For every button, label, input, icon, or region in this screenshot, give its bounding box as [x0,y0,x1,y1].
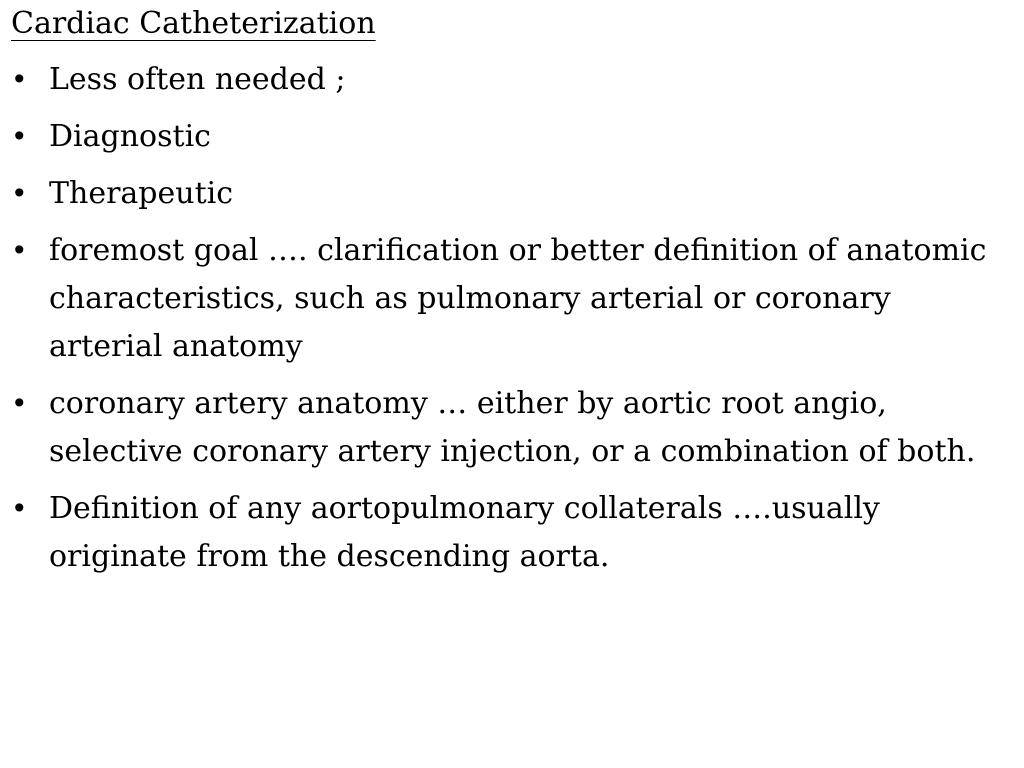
bullet-item [11,227,1001,371]
bullet-item [11,113,1001,161]
bullet-text: coronary artery anatomy … either by aortic root angio, selective coronary artery injection, or a combination of both. [49,386,976,469]
bullet-icon: • [11,120,28,153]
bullet-icon: • [11,177,28,210]
bullet-text: Therapeutic [49,176,234,211]
bullet-list [11,56,1001,590]
bullet-item [11,56,1001,104]
bullet-icon: • [11,234,28,267]
bullet-text: Less often needed ; [49,62,346,97]
bullet-icon: • [11,63,28,96]
bullet-text: foremost goal …. clarification or better definition of anatomic characteristics, such as pulmonary arterial or coronary arterial anatomy [49,233,987,364]
bullet-text: Diagnostic [49,119,211,154]
bullet-text: Definition of any aortopulmonary collaterals ….usually originate from the descending aorta. [49,491,880,574]
bullet-icon: • [11,387,28,420]
bullet-item [11,485,1001,581]
bullet-item [11,380,1001,476]
bullet-item [11,170,1001,218]
bullet-icon: • [11,492,28,525]
slide-title: Cardiac Catheterization [11,6,376,41]
